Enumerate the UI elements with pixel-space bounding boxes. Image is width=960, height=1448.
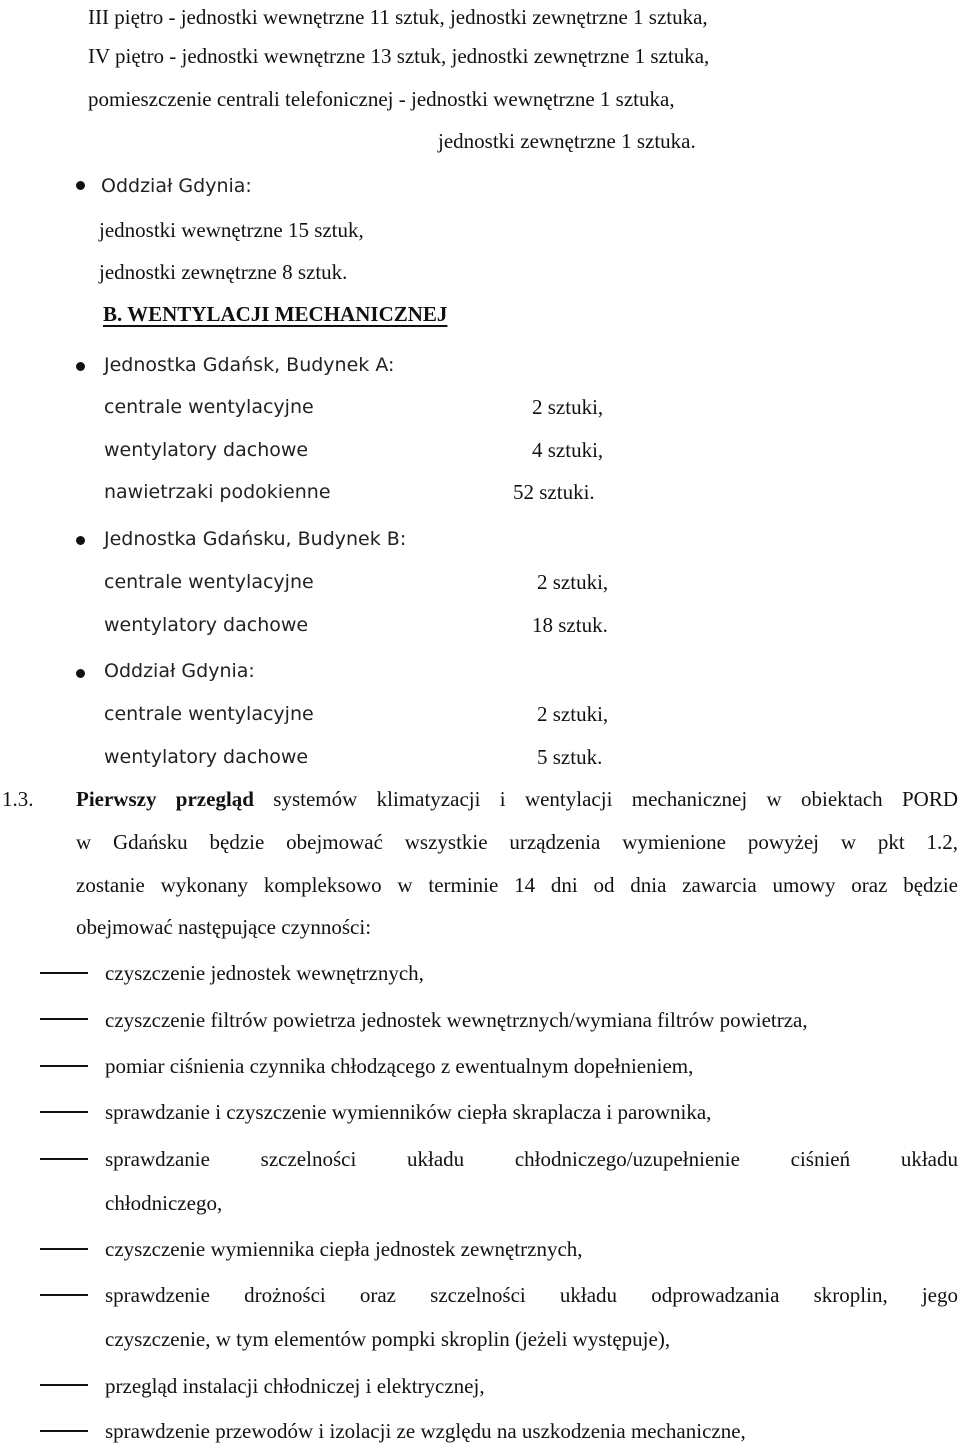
equipment-name: wentylatory dachowe xyxy=(104,746,309,768)
equipment-name: centrale wentylacyjne xyxy=(104,703,314,725)
list-item-title: Oddział Gdynia: xyxy=(101,175,252,197)
equipment-name: nawietrzaki podokienne xyxy=(104,481,331,503)
paragraph-line: w Gdańsku będzie obejmować wszystkie urządzenia wymienione powyżej w pkt 1.2, xyxy=(76,830,958,854)
task-item: czyszczenie filtrów powietrza jednostek wewnętrznych/wymiana filtrów powietrza, xyxy=(105,1008,808,1032)
list-item-title: Oddział Gdynia: xyxy=(104,660,255,682)
text-line: IV piętro - jednostki wewnętrzne 13 sztuk, jednostki zewnętrzne 1 sztuka, xyxy=(88,44,710,68)
bullet-icon xyxy=(76,362,85,371)
task-item: sprawdzanie i czyszczenie wymienników ciepła skraplacza i parownika, xyxy=(105,1100,712,1124)
dash-icon xyxy=(40,972,88,974)
equipment-name: wentylatory dachowe xyxy=(104,614,309,636)
equipment-qty: 2 sztuki, xyxy=(532,395,604,419)
paragraph-line: zostanie wykonany kompleksowo w terminie 14 dni od dnia zawarcia umowy oraz będzie xyxy=(76,873,958,897)
task-item: sprawdzenie drożności oraz szczelności układu odprowadzania skroplin, jego xyxy=(105,1283,958,1307)
bullet-icon xyxy=(76,669,85,678)
text-line: jednostki zewnętrzne 1 sztuka. xyxy=(438,129,696,153)
equipment-qty: 5 sztuk. xyxy=(537,745,603,769)
task-item: czyszczenie jednostek wewnętrznych, xyxy=(105,961,424,985)
paragraph-text: systemów klimatyzacji i wentylacji mechanicznej w obiektach PORD xyxy=(253,787,958,811)
bullet-icon xyxy=(76,536,85,545)
task-item: sprawdzenie przewodów i izolacji ze względu na uszkodzenia mechaniczne, xyxy=(105,1419,746,1443)
task-item: przegląd instalacji chłodniczej i elektrycznej, xyxy=(105,1374,485,1398)
text-line: pomieszczenie centrali telefonicznej - jednostki wewnętrzne 1 sztuka, xyxy=(88,87,675,111)
equipment-name: centrale wentylacyjne xyxy=(104,571,314,593)
section-number: 1.3. xyxy=(2,787,34,811)
text-line: jednostki wewnętrzne 15 sztuk, xyxy=(99,218,364,242)
dash-icon xyxy=(40,1018,88,1020)
bold-lead: Pierwszy przegląd xyxy=(76,787,254,811)
paragraph-line: obejmować następujące czynności: xyxy=(76,915,372,939)
dash-icon xyxy=(40,1158,88,1160)
equipment-qty: 18 sztuk. xyxy=(532,613,608,637)
dash-icon xyxy=(40,1430,88,1432)
text-line: jednostki zewnętrzne 8 sztuk. xyxy=(99,260,348,284)
task-item: czyszczenie wymiennika ciepła jednostek zewnętrznych, xyxy=(105,1237,583,1261)
list-item-title: Jednostka Gdańsku, Budynek B: xyxy=(104,528,407,550)
equipment-qty: 2 sztuki, xyxy=(537,570,609,594)
bullet-icon xyxy=(76,181,85,190)
dash-icon xyxy=(40,1065,88,1067)
task-item: sprawdzanie szczelności układu chłodniczego/uzupełnienie ciśnień układu xyxy=(105,1147,958,1171)
task-item-continuation: chłodniczego, xyxy=(105,1191,223,1215)
dash-icon xyxy=(40,1384,88,1386)
paragraph-line xyxy=(76,786,958,812)
equipment-qty: 4 sztuki, xyxy=(532,438,604,462)
equipment-qty: 2 sztuki, xyxy=(537,702,609,726)
equipment-name: centrale wentylacyjne xyxy=(104,396,314,418)
section-heading: B. WENTYLACJI MECHANICZNEJ xyxy=(103,302,448,326)
text-line: III piętro - jednostki wewnętrzne 11 sztuk, jednostki zewnętrzne 1 sztuka, xyxy=(88,5,708,29)
equipment-name: wentylatory dachowe xyxy=(104,439,309,461)
dash-icon xyxy=(40,1248,88,1250)
dash-icon xyxy=(40,1294,88,1296)
list-item-title: Jednostka Gdańsk, Budynek A: xyxy=(104,354,395,376)
task-item-continuation: czyszczenie, w tym elementów pompki skroplin (jeżeli występuje), xyxy=(105,1327,671,1351)
equipment-qty: 52 sztuki. xyxy=(513,480,595,504)
dash-icon xyxy=(40,1111,88,1113)
task-item: pomiar ciśnienia czynnika chłodzącego z ewentualnym dopełnieniem, xyxy=(105,1054,694,1078)
